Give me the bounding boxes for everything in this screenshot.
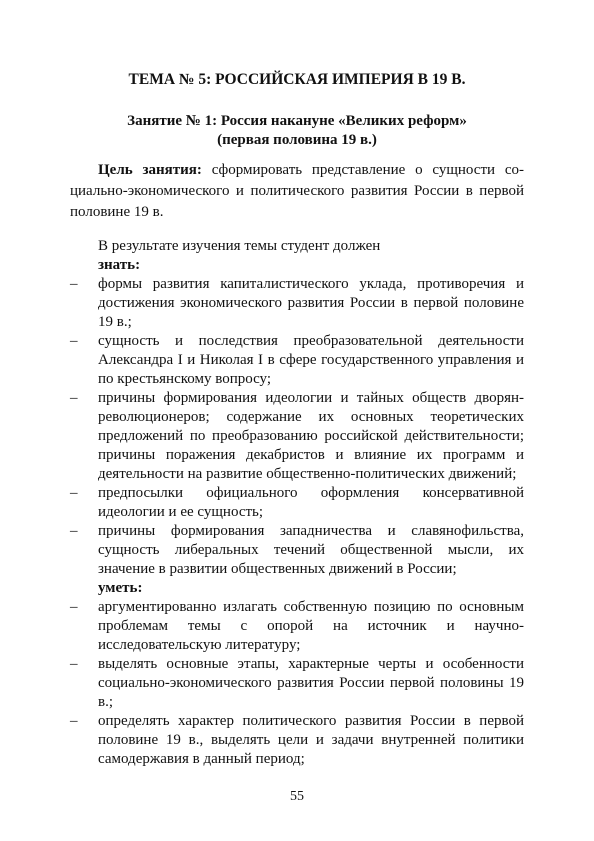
dash-marker: – bbox=[70, 276, 78, 292]
intro-text: В результате изучения темы студент должен bbox=[98, 238, 381, 254]
know-item-3: причины формирования идеологии и тайных обществ дворян-революционеров; содержание их основных теоретических предложений по преобразованию российской действительности; причины поражения декабристов и влияние их программ и деятельности на развитие общественно-политических движений; bbox=[98, 390, 524, 482]
goal-label: Цель занятия: bbox=[98, 162, 202, 178]
dash-marker: – bbox=[70, 390, 78, 406]
know-heading: знать: bbox=[98, 257, 141, 273]
dash-marker: – bbox=[70, 656, 78, 672]
list-item bbox=[70, 522, 524, 579]
theme-title: ТЕМА № 5: РОССИЙСКАЯ ИМПЕРИЯ В 19 В. bbox=[128, 71, 466, 88]
dash-marker: – bbox=[70, 333, 78, 349]
can-item-2: выделять основные этапы, характерные черты и особенности социально-экономического развития России первой половины 19 в.; bbox=[98, 656, 524, 710]
dash-marker: – bbox=[70, 599, 78, 615]
lesson-title-line-1: Занятие № 1: Россия накануне «Великих реформ» bbox=[127, 113, 467, 129]
dash-marker: – bbox=[70, 485, 78, 501]
know-item-1: формы развития капиталистического уклада, противоречия и достижения экономического развития России в первой половине 19 в.; bbox=[98, 276, 524, 330]
list-item bbox=[70, 275, 524, 332]
know-item-2: сущность и последствия преобразовательной деятельности Александра I и Николая I в сфере государственного управления и по крестьянскому вопросу; bbox=[98, 333, 524, 387]
lesson-title bbox=[70, 112, 524, 150]
page-number: 55 bbox=[290, 789, 304, 804]
list-item bbox=[70, 655, 524, 712]
can-item-1: аргументированно излагать собственную позицию по основным проблемам темы с опорой на источник и научно-исследовательскую литературу; bbox=[98, 599, 524, 653]
can-item-3: определять характер политического развития России в первой половине 19 в., выделять цели и задачи внутренней политики самодержавия в данный период; bbox=[98, 713, 524, 767]
intro-block bbox=[70, 237, 524, 769]
know-item-5: причины формирования западничества и славянофильства, сущность либеральных течений общественной мысли, их значение в развитии общественных движений в России; bbox=[98, 523, 524, 577]
dash-marker: – bbox=[70, 713, 78, 729]
can-heading: уметь: bbox=[98, 580, 143, 596]
can-list bbox=[70, 598, 524, 769]
lesson-goal bbox=[70, 160, 524, 223]
list-item bbox=[70, 598, 524, 655]
dash-marker: – bbox=[70, 523, 78, 539]
document-page bbox=[70, 0, 524, 841]
know-item-4: предпосылки официального оформления консервативной идеологии и ее сущность; bbox=[98, 485, 524, 520]
list-item bbox=[70, 389, 524, 484]
list-item bbox=[70, 712, 524, 769]
know-list bbox=[70, 275, 524, 579]
lesson-title-line-2: (первая половина 19 в.) bbox=[217, 132, 377, 148]
list-item bbox=[70, 484, 524, 522]
list-item bbox=[70, 332, 524, 389]
goal-text: сформировать представление о сущности социально-экономического и политического развития России в первой половине 19 в. bbox=[70, 162, 524, 220]
